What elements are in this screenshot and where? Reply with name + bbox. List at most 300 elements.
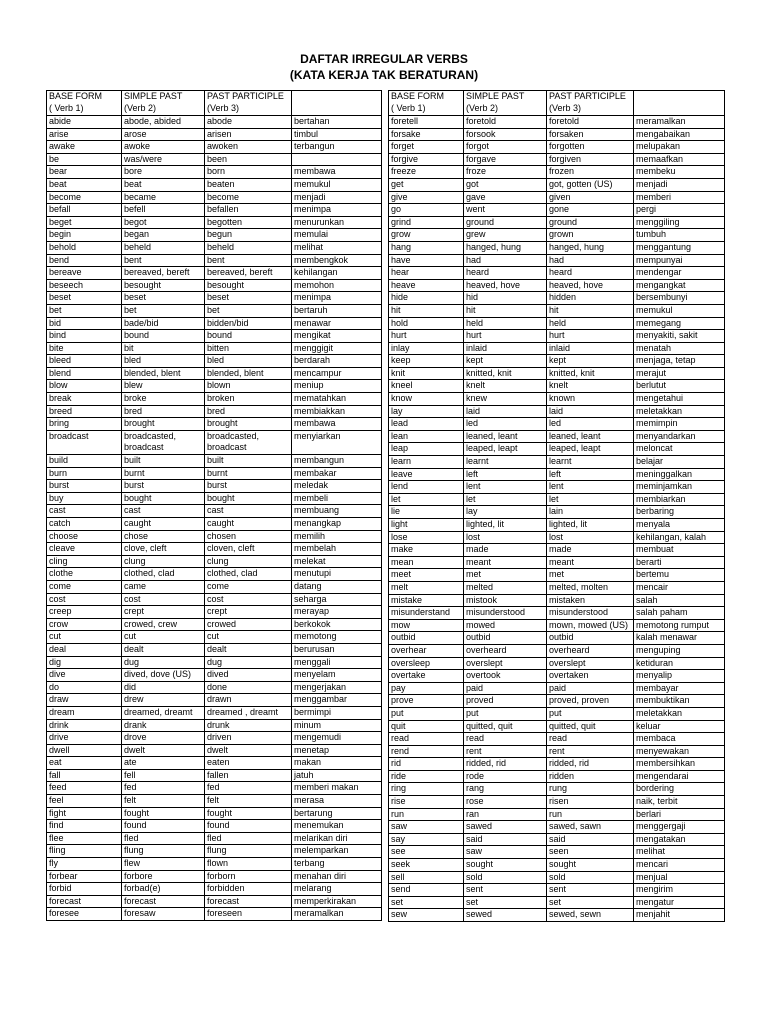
simple-past-cell-text: led (466, 418, 479, 429)
meaning-cell-text: memotong rumput (636, 619, 710, 630)
table-row (389, 859, 725, 872)
simple-past-cell (464, 531, 547, 544)
table-row (47, 178, 382, 191)
past-participle-cell (205, 455, 292, 468)
simple-past-cell (464, 821, 547, 834)
past-participle-cell-text: broken (207, 393, 235, 404)
simple-past-cell (122, 580, 205, 593)
past-participle-cell-text: bent (207, 254, 225, 265)
simple-past-cell-text: bled (124, 355, 142, 366)
meaning-cell (634, 304, 725, 317)
meaning-cell-text: memulai (294, 229, 329, 240)
past-participle-cell (547, 657, 634, 670)
meaning-cell (292, 153, 382, 166)
simple-past-cell-text: went (466, 204, 486, 215)
simple-past-cell-text: dwelt (124, 744, 146, 755)
past-participle-cell-text: fled (207, 832, 222, 843)
meaning-cell (634, 733, 725, 746)
past-participle-cell-text: blended, blent (207, 367, 264, 378)
meaning-cell-text: bertarung (294, 807, 333, 818)
base-form-cell-text: saw (391, 821, 408, 832)
base-form-cell-text: dive (49, 669, 66, 680)
simple-past-cell-text: held (466, 317, 484, 328)
base-form-cell (389, 443, 464, 456)
past-participle-cell (547, 317, 634, 330)
past-participle-cell-text: left (549, 468, 562, 479)
meaning-cell-text: terbangun (294, 141, 335, 152)
simple-past-cell (122, 279, 205, 292)
base-form-cell-text: forecast (49, 895, 82, 906)
past-participle-cell (547, 254, 634, 267)
table-row (389, 229, 725, 242)
base-form-cell (389, 859, 464, 872)
simple-past-cell-text: cost (124, 593, 141, 604)
past-participle-cell (547, 846, 634, 859)
meaning-cell-text: meletakkan (636, 707, 683, 718)
past-participle-cell-text: given (549, 191, 571, 202)
past-participle-cell (205, 606, 292, 619)
past-participle-cell-text: bet (207, 304, 220, 315)
past-participle-cell-text: leaped, leapt (549, 443, 601, 454)
base-form-cell-text: seek (391, 859, 411, 870)
past-participle-cell-text: held (549, 317, 567, 328)
past-participle-cell (547, 468, 634, 481)
simple-past-cell-text: chose (124, 530, 149, 541)
simple-past-cell (464, 468, 547, 481)
past-participle-cell-text: learnt (549, 456, 572, 467)
past-participle-cell (205, 530, 292, 543)
meaning-cell-text: merayap (294, 606, 330, 617)
table-row (47, 518, 382, 531)
base-form-cell (389, 657, 464, 670)
base-form-cell-text: read (391, 733, 410, 744)
past-participle-cell (547, 909, 634, 922)
base-form-cell (47, 593, 122, 606)
past-participle-cell (547, 770, 634, 783)
table-row (389, 481, 725, 494)
past-participle-cell-text: heard (549, 267, 573, 278)
base-form-cell-text: cast (49, 505, 66, 516)
base-form-cell-text: lend (391, 481, 409, 492)
simple-past-cell-text: dreamed, dreamt (124, 706, 193, 717)
meaning-cell-text: kehilangan, kalah (636, 531, 707, 542)
meaning-cell (292, 518, 382, 531)
past-participle-cell-text: overslept (549, 657, 586, 668)
simple-past-cell (122, 606, 205, 619)
header-simple-past-text: (Verb 2) (124, 102, 157, 113)
simple-past-cell-text: ridded, rid (466, 758, 507, 769)
base-form-cell-text: fall (49, 769, 61, 780)
base-form-cell (389, 153, 464, 166)
meaning-cell-text: mematahkan (294, 393, 347, 404)
past-participle-cell-text: eaten (207, 757, 230, 768)
past-participle-cell (547, 796, 634, 809)
past-participle-cell (547, 833, 634, 846)
base-form-cell (47, 895, 122, 908)
base-form-cell-text: break (49, 393, 72, 404)
table-row (47, 895, 382, 908)
past-participle-cell-text: befallen (207, 204, 239, 215)
simple-past-cell (464, 896, 547, 909)
base-form-cell-text: inlay (391, 342, 410, 353)
base-form-cell (47, 845, 122, 858)
meaning-cell-text: meledak (294, 480, 329, 491)
meaning-cell (634, 745, 725, 758)
simple-past-cell (122, 128, 205, 141)
meaning-cell-text: memberi (636, 191, 672, 202)
simple-past-cell (464, 380, 547, 393)
base-form-cell (389, 770, 464, 783)
simple-past-cell (122, 405, 205, 418)
meaning-cell-text: timbul (294, 128, 319, 139)
base-form-cell-text: prove (391, 695, 414, 706)
base-form-cell-text: make (391, 544, 414, 555)
base-form-cell-text: lay (391, 405, 403, 416)
simple-past-cell (464, 884, 547, 897)
base-form-cell (47, 254, 122, 267)
past-participle-cell (205, 820, 292, 833)
meaning-cell-text: mengatur (636, 896, 675, 907)
past-participle-cell (205, 555, 292, 568)
table-row (389, 279, 725, 292)
table-row (389, 456, 725, 469)
base-form-cell (47, 580, 122, 593)
table-row (47, 568, 382, 581)
past-participle-cell (547, 141, 634, 154)
past-participle-cell (547, 821, 634, 834)
table-row (389, 128, 725, 141)
simple-past-cell-text: clove, cleft (124, 543, 167, 554)
meaning-cell (634, 443, 725, 456)
table-row (389, 531, 725, 544)
meaning-cell-text: memegang (636, 317, 682, 328)
past-participle-cell-text: led (549, 418, 562, 429)
document-subtitle: (KATA KERJA TAK BERATURAN) (289, 68, 479, 82)
base-form-cell (47, 858, 122, 871)
simple-past-cell (464, 128, 547, 141)
base-form-cell-text: bind (49, 330, 67, 341)
past-participle-cell (205, 292, 292, 305)
past-participle-cell-text: bled (207, 355, 225, 366)
table-row (389, 720, 725, 733)
past-participle-cell-text: set (549, 896, 562, 907)
simple-past-cell-text: did (124, 681, 137, 692)
meaning-cell (634, 783, 725, 796)
verb-table-left (46, 90, 382, 921)
base-form-cell-text: learn (391, 456, 412, 467)
meaning-cell (292, 568, 382, 581)
table-row (47, 656, 382, 669)
table-row (389, 619, 725, 632)
past-participle-cell-text: beset (207, 292, 230, 303)
past-participle-cell (205, 393, 292, 406)
meaning-cell-text: menyewakan (636, 745, 690, 756)
simple-past-cell (122, 832, 205, 845)
base-form-cell (47, 681, 122, 694)
base-form-cell (47, 744, 122, 757)
simple-past-cell-text: bent (124, 254, 142, 265)
simple-past-cell-text: learnt (466, 456, 489, 467)
simple-past-cell-text: overtook (466, 670, 501, 681)
base-form-cell-text: beat (49, 178, 67, 189)
meaning-cell (292, 807, 382, 820)
table-row (389, 556, 725, 569)
base-form-cell (47, 883, 122, 896)
simple-past-cell-text: forgave (466, 153, 497, 164)
simple-past-cell-text: beat (124, 178, 142, 189)
meaning-cell (634, 909, 725, 922)
base-form-cell-text: give (391, 191, 408, 202)
table-row (47, 380, 382, 393)
table-row (389, 355, 725, 368)
simple-past-cell-text: fought (124, 807, 150, 818)
base-form-cell-text: rid (391, 758, 402, 769)
base-form-cell-text: forbid (49, 883, 72, 894)
past-participle-cell (205, 895, 292, 908)
meaning-cell (634, 519, 725, 532)
table-row (47, 141, 382, 154)
past-participle-cell-text: seen (549, 846, 569, 857)
meaning-cell-text: menguping (636, 644, 681, 655)
table-row (389, 833, 725, 846)
past-participle-cell (547, 128, 634, 141)
meaning-cell (634, 644, 725, 657)
meaning-cell (634, 153, 725, 166)
table-row (389, 141, 725, 154)
past-participle-cell-text: cut (207, 631, 220, 642)
simple-past-cell (122, 883, 205, 896)
base-form-cell-text: hold (391, 317, 409, 328)
past-participle-cell (547, 884, 634, 897)
table-row (47, 732, 382, 745)
past-participle-cell-text: forgiven (549, 153, 582, 164)
simple-past-cell-text: brought (124, 418, 155, 429)
base-form-cell-text: bet (49, 304, 62, 315)
table-row (47, 706, 382, 719)
base-form-cell-text: dig (49, 656, 62, 667)
header-meaning (634, 91, 725, 116)
meaning-cell-text: berarti (636, 556, 662, 567)
meaning-cell (634, 859, 725, 872)
base-form-cell (389, 292, 464, 305)
meaning-cell (292, 393, 382, 406)
header-simple-past-text: (Verb 2) (466, 102, 499, 113)
past-participle-cell (547, 191, 634, 204)
simple-past-cell (122, 254, 205, 267)
simple-past-cell (122, 141, 205, 154)
header-base-form-text: ( Verb 1) (391, 102, 426, 113)
simple-past-cell-text: fed (124, 782, 137, 793)
table-row (389, 254, 725, 267)
meaning-cell (292, 719, 382, 732)
base-form-cell-text: build (49, 455, 69, 466)
meaning-cell-text: datang (294, 580, 322, 591)
past-participle-cell-text: forbidden (207, 883, 245, 894)
past-participle-cell (547, 733, 634, 746)
base-form-cell-text: choose (49, 530, 79, 541)
table-row (47, 342, 382, 355)
simple-past-cell (122, 669, 205, 682)
simple-past-cell-text: leaped, leapt (466, 443, 518, 454)
simple-past-cell-text: drank (124, 719, 147, 730)
past-participle-cell-text: been (207, 153, 228, 164)
meaning-cell (292, 279, 382, 292)
header-simple-past (464, 91, 547, 116)
meaning-cell-text: memimpin (636, 418, 678, 429)
simple-past-cell (122, 292, 205, 305)
simple-past-cell-text: sold (466, 871, 483, 882)
base-form-cell-text: send (391, 884, 411, 895)
simple-past-cell (122, 858, 205, 871)
base-form-cell-text: burst (49, 480, 70, 491)
simple-past-cell-text: gave (466, 191, 486, 202)
table-row (47, 832, 382, 845)
base-form-cell (47, 631, 122, 644)
simple-past-cell-text: beheld (124, 241, 152, 252)
meaning-cell (634, 707, 725, 720)
past-participle-cell (205, 317, 292, 330)
past-participle-cell-text: dived (207, 669, 229, 680)
base-form-cell (47, 618, 122, 631)
simple-past-cell (464, 745, 547, 758)
past-participle-cell (205, 430, 292, 454)
simple-past-cell (122, 593, 205, 606)
past-participle-cell (547, 393, 634, 406)
simple-past-cell (464, 506, 547, 519)
base-form-cell (47, 606, 122, 619)
base-form-cell-text: cut (49, 631, 62, 642)
past-participle-cell-text: built (207, 455, 224, 466)
past-participle-cell-text: inlaid (549, 342, 571, 353)
simple-past-cell-text: bred (124, 405, 143, 416)
meaning-cell (292, 606, 382, 619)
table-row (47, 216, 382, 229)
simple-past-cell-text: bet (124, 304, 137, 315)
meaning-cell (292, 380, 382, 393)
meaning-cell (634, 481, 725, 494)
past-participle-cell (205, 681, 292, 694)
meaning-cell-text: membaca (636, 733, 676, 744)
past-participle-cell (205, 178, 292, 191)
past-participle-cell-text: besought (207, 279, 245, 290)
simple-past-cell (122, 380, 205, 393)
base-form-cell (389, 544, 464, 557)
past-participle-cell (547, 405, 634, 418)
simple-past-cell-text: let (466, 493, 476, 504)
past-participle-cell-text: forsaken (549, 128, 584, 139)
simple-past-cell-text: knew (466, 393, 488, 404)
base-form-cell (47, 393, 122, 406)
base-form-cell-text: meet (391, 569, 412, 580)
base-form-cell (47, 455, 122, 468)
base-form-cell-text: find (49, 820, 64, 831)
meaning-cell (292, 782, 382, 795)
past-participle-cell-text: got, gotten (US) (549, 178, 613, 189)
table-row (47, 618, 382, 631)
meaning-cell-text: meramalkan (636, 116, 686, 126)
past-participle-cell (205, 870, 292, 883)
past-participle-cell (547, 581, 634, 594)
meaning-cell-text: menggambar (294, 694, 348, 705)
meaning-cell-text: merajut (636, 367, 667, 378)
table-row (389, 909, 725, 922)
meaning-cell-text: menurunkan (294, 216, 345, 227)
past-participle-cell (547, 304, 634, 317)
past-participle-cell (547, 153, 634, 166)
table-row (47, 367, 382, 380)
simple-past-cell (122, 820, 205, 833)
meaning-cell (292, 908, 382, 921)
base-form-cell-text: bring (49, 418, 70, 429)
meaning-cell-text: bersembunyi (636, 292, 688, 303)
base-form-cell-text: ring (391, 783, 407, 794)
simple-past-cell (122, 631, 205, 644)
base-form-cell-text: foretell (391, 116, 419, 126)
simple-past-cell (464, 418, 547, 431)
past-participle-cell (547, 116, 634, 129)
past-participle-cell-text: fought (207, 807, 233, 818)
meaning-cell-text: kalah menawar (636, 632, 698, 643)
base-form-cell-text: ride (391, 770, 407, 781)
past-participle-cell (547, 619, 634, 632)
meaning-cell-text: memukul (294, 178, 331, 189)
table-row (47, 769, 382, 782)
simple-past-cell (464, 909, 547, 922)
base-form-cell (47, 166, 122, 179)
table-row (47, 870, 382, 883)
past-participle-cell-text: rent (549, 745, 565, 756)
meaning-cell (292, 530, 382, 543)
meaning-cell-text: mengikat (294, 330, 331, 341)
past-participle-cell (205, 355, 292, 368)
table-row (389, 707, 725, 720)
past-participle-cell (205, 643, 292, 656)
meaning-cell (634, 191, 725, 204)
table-row (47, 430, 382, 454)
base-form-cell (389, 632, 464, 645)
past-participle-cell-text: drunk (207, 719, 230, 730)
base-form-cell (47, 769, 122, 782)
base-form-cell-text: bend (49, 254, 70, 265)
table-row (389, 153, 725, 166)
base-form-cell (389, 456, 464, 469)
base-form-cell-text: arise (49, 128, 69, 139)
base-form-cell-text: abide (49, 116, 72, 126)
meaning-cell (292, 267, 382, 280)
meaning-cell-text: melarikan diri (294, 832, 348, 843)
meaning-cell (634, 292, 725, 305)
past-participle-cell-text: awoken (207, 141, 239, 152)
past-participle-cell-text: hidden (549, 292, 577, 303)
meaning-cell (634, 506, 725, 519)
base-form-cell (389, 317, 464, 330)
simple-past-cell-text: read (466, 733, 485, 744)
base-form-cell (389, 569, 464, 582)
past-participle-cell (547, 519, 634, 532)
simple-past-cell-text: arose (124, 128, 147, 139)
base-form-cell (389, 267, 464, 280)
past-participle-cell (205, 304, 292, 317)
simple-past-cell-text: foretold (466, 116, 497, 126)
meaning-cell-text: mengabaikan (636, 128, 691, 139)
header-base-form (47, 91, 122, 116)
header-meaning-text (636, 91, 722, 103)
meaning-cell-text: berdarah (294, 355, 331, 366)
meaning-cell (634, 657, 725, 670)
simple-past-cell-text: outbid (466, 632, 491, 643)
meaning-cell (634, 204, 725, 217)
past-participle-cell-text: lain (549, 506, 564, 517)
